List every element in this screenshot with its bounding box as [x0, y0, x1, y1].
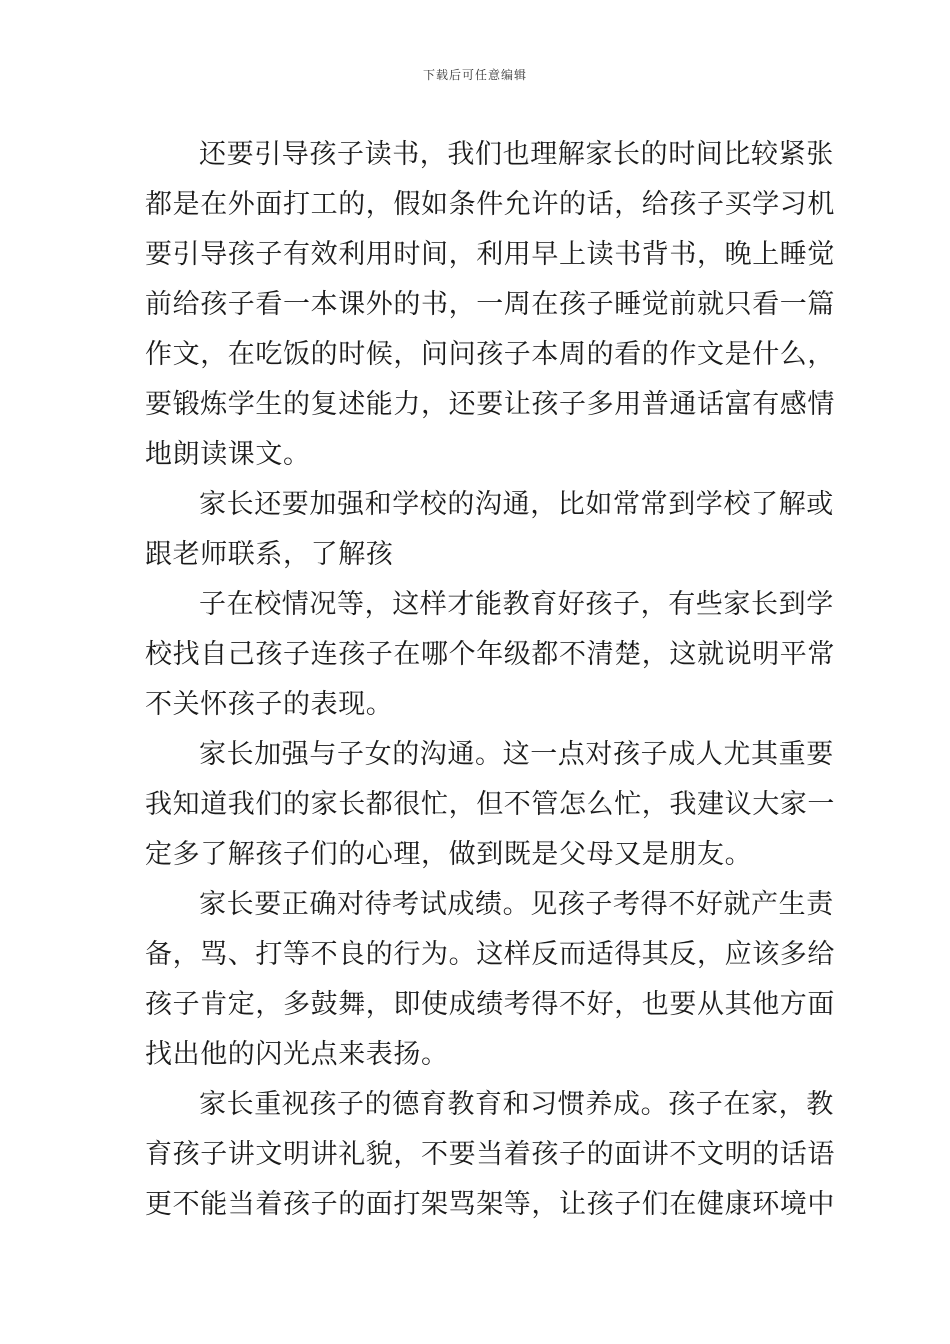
text-line: 家长要正确对待考试成绩。见孩子考得不好就产生责 — [199, 889, 834, 920]
text-line: 地朗读课文。 — [145, 439, 311, 470]
text-line: 要锻炼学生的复述能力，还要让孩子多用普通话富有感情 — [145, 389, 835, 420]
text-line: 校找自己孩子连孩子在哪个年级都不清楚，这就说明平常 — [145, 639, 835, 670]
text-line: 还要引导孩子读书，我们也理解家长的时间比较紧张 — [199, 139, 834, 170]
page-header: 下载后可任意编辑 — [422, 68, 527, 82]
text-line: 作文，在吃饭的时候，问问孩子本周的看的作文是什么， — [145, 339, 835, 370]
text-line: 我知道我们的家长都很忙，但不管怎么忙，我建议大家一 — [145, 789, 835, 820]
text-line: 跟老师联系，了解孩 — [145, 539, 394, 570]
text-line: 家长加强与子女的沟通。这一点对孩子成人尤其重要 — [199, 739, 834, 770]
text-line: 孩子肯定，多鼓舞，即使成绩考得不好，也要从其他方面 — [145, 989, 835, 1020]
body-text — [145, 130, 835, 1230]
text-line: 备，骂、打等不良的行为。这样反而适得其反，应该多给 — [145, 939, 835, 970]
text-line: 都是在外面打工的，假如条件允许的话，给孩子买学习机 — [145, 189, 835, 220]
text-line: 不关怀孩子的表现。 — [145, 689, 394, 720]
text-line: 定多了解孩子们的心理，做到既是父母又是朋友。 — [145, 839, 753, 870]
text-line: 找出他的闪光点来表扬。 — [145, 1039, 449, 1070]
text-line: 要引导孩子有效利用时间，利用早上读书背书，晚上睡觉 — [145, 239, 835, 270]
text-line: 子在校情况等，这样才能教育好孩子，有些家长到学 — [199, 589, 834, 620]
text-line: 家长还要加强和学校的沟通，比如常常到学校了解或 — [199, 489, 834, 520]
text-line: 前给孩子看一本课外的书，一周在孩子睡觉前就只看一篇 — [145, 289, 835, 320]
text-line: 更不能当着孩子的面打架骂架等，让孩子们在健康环境中 — [145, 1189, 835, 1220]
text-line: 育孩子讲文明讲礼貌，不要当着孩子的面讲不文明的话语 — [145, 1139, 835, 1170]
text-line: 家长重视孩子的德育教育和习惯养成。孩子在家，教 — [199, 1089, 834, 1120]
